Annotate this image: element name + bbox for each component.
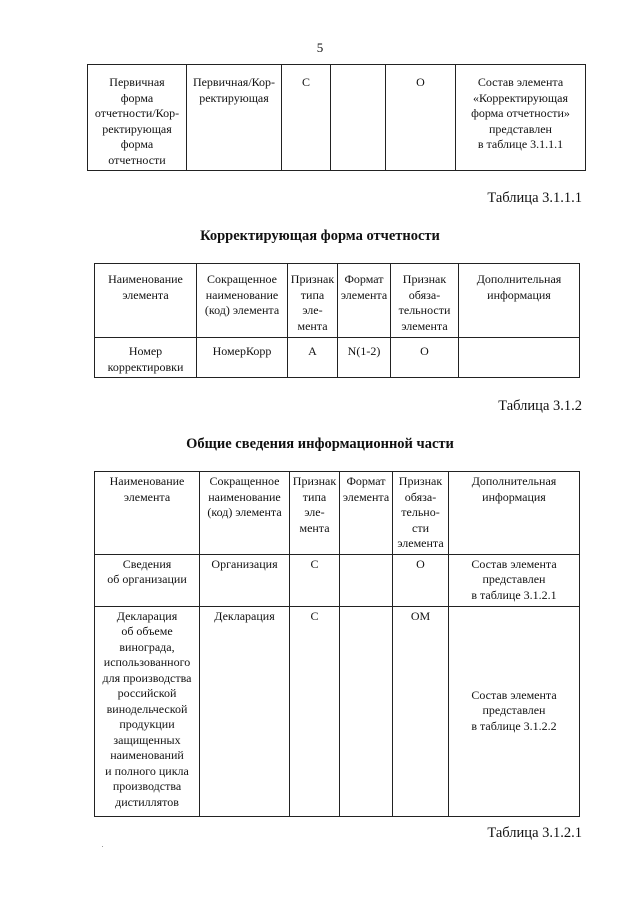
info-cell: Состав элемента представлен в таблице 3.1.2.2 bbox=[449, 606, 580, 816]
header-format: Формат элемента bbox=[340, 472, 393, 555]
header-name: Наименование элемента bbox=[95, 472, 200, 555]
header-mandatory: Признак обяза- тельности элемента bbox=[391, 264, 459, 338]
table-caption-3111: Таблица 3.1.1.1 bbox=[487, 190, 582, 206]
header-type: Признак типа эле- мента bbox=[290, 472, 340, 555]
table-row bbox=[95, 554, 580, 606]
table-3111 bbox=[94, 263, 580, 378]
table-row bbox=[95, 606, 580, 816]
header-info: Дополнительная информация bbox=[449, 472, 580, 555]
element-name-cell: Декларация об объеме винограда, использованного для производства российской винодельческой продукции защищенных наименований и полного цикла производства дистиллятов bbox=[95, 606, 200, 816]
mandatory-cell: О bbox=[393, 554, 449, 606]
header-format: Формат элемента bbox=[338, 264, 391, 338]
short-name-cell: Декларация bbox=[200, 606, 290, 816]
header-short-name: Сокращенное наименование (код) элемента bbox=[200, 472, 290, 555]
section-heading-3111: Корректирующая форма отчетности bbox=[200, 228, 440, 244]
type-cell: С bbox=[290, 554, 340, 606]
table-312 bbox=[94, 471, 580, 817]
type-cell: С bbox=[290, 606, 340, 816]
table-row bbox=[88, 65, 586, 171]
header-type: Признак типа эле- мента bbox=[288, 264, 338, 338]
mandatory-cell: О bbox=[391, 338, 459, 378]
table-header-row bbox=[95, 472, 580, 555]
short-name-cell: Первичная/Кор- ректирующая bbox=[187, 65, 282, 171]
format-cell bbox=[340, 606, 393, 816]
mandatory-cell: О bbox=[386, 65, 456, 171]
table-caption-312: Таблица 3.1.2 bbox=[498, 398, 582, 414]
section-heading-312: Общие сведения информационной части bbox=[186, 436, 454, 452]
type-cell: А bbox=[288, 338, 338, 378]
header-short-name: Сокращенное наименование (код) элемента bbox=[197, 264, 288, 338]
format-cell bbox=[340, 554, 393, 606]
format-cell: N(1-2) bbox=[338, 338, 391, 378]
element-name-cell: Номер корректировки bbox=[95, 338, 197, 378]
short-name-cell: Организация bbox=[200, 554, 290, 606]
table-row bbox=[95, 338, 580, 378]
format-cell bbox=[331, 65, 386, 171]
info-cell bbox=[459, 338, 580, 378]
header-name: Наименование элемента bbox=[95, 264, 197, 338]
table-caption-3121: Таблица 3.1.2.1 bbox=[487, 825, 582, 841]
element-name-cell: Первичная форма отчетности/Кор- ректирующая форма отчетности bbox=[88, 65, 187, 171]
scan-artifact bbox=[102, 846, 103, 847]
info-cell: Состав элемента «Корректирующая форма отчетности» представлен в таблице 3.1.1.1 bbox=[456, 65, 586, 171]
header-info: Дополнительная информация bbox=[459, 264, 580, 338]
info-cell: Состав элемента представлен в таблице 3.1.2.1 bbox=[449, 554, 580, 606]
table-header-row bbox=[95, 264, 580, 338]
header-mandatory: Признак обяза- тельно- сти элемента bbox=[393, 472, 449, 555]
page-number: 5 bbox=[316, 40, 324, 55]
continuation-table bbox=[87, 64, 586, 171]
short-name-cell: НомерКорр bbox=[197, 338, 288, 378]
mandatory-cell: ОМ bbox=[393, 606, 449, 816]
type-cell: С bbox=[282, 65, 331, 171]
element-name-cell: Сведения об организации bbox=[95, 554, 200, 606]
